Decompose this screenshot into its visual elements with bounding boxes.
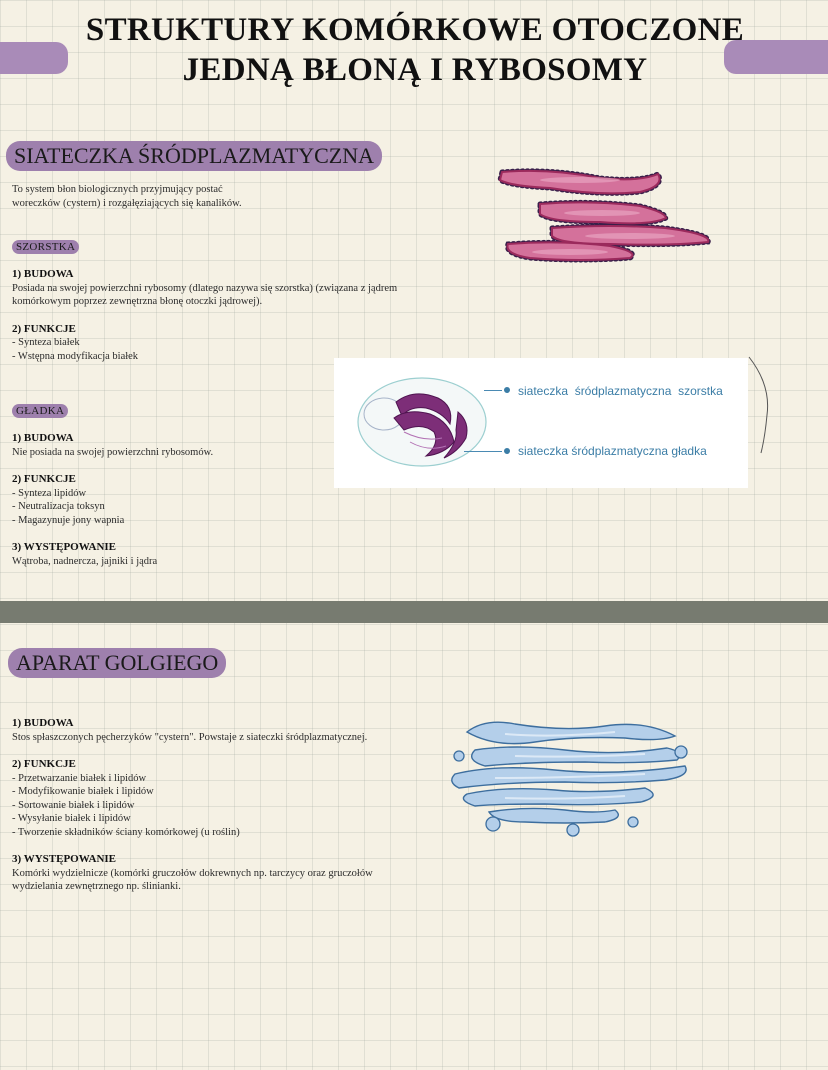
- smooth-wyst-heading: 3) WYSTĘPOWANIE: [12, 541, 117, 553]
- smooth-wyst-text: Wątroba, nadnercza, jajniki i jądra: [12, 555, 158, 567]
- smooth-funkcje-heading: 2) FUNKCJE: [12, 473, 76, 485]
- smooth-er-tag: GŁADKA: [12, 404, 68, 418]
- rough-er-tag: SZORSTKA: [12, 240, 79, 254]
- rough-er-label: siateczka śródplazmatyczna szorstka: [518, 384, 723, 398]
- rough-budowa-line-1: Posiada na swojej powierzchni rybosomy (dlatego nazywa się szorstka) (związana z jądrem: [12, 282, 398, 294]
- er-intro-line-1: To system błon biologicznych przyjmujący postać: [12, 184, 223, 195]
- list-item: - Neutralizacja toksyn: [12, 501, 105, 512]
- leader-line-smooth: [464, 451, 502, 452]
- rough-budowa-line-2: komórkowym poprzez zewnętrzna błonę otoczki jądrowej).: [12, 296, 263, 307]
- rough-funkcje-heading: 2) FUNKCJE: [12, 322, 76, 335]
- golgi-budowa-text: Stos spłaszczonych pęcherzyków "cystern". Powstaje z siateczki śródplazmatycznej.: [12, 731, 368, 743]
- golgi-section: [12, 717, 452, 894]
- golgi-budowa-heading: 1) BUDOWA: [12, 717, 74, 729]
- label-dot-smooth: [504, 448, 510, 454]
- title-line-1: STRUKTURY KOMÓRKOWE OTOCZONE: [85, 12, 745, 48]
- er-heading: SIATECZKA ŚRÓDPLAZMATYCZNA: [6, 141, 382, 171]
- list-item: - Sortowanie białek i lipidów: [12, 799, 135, 811]
- list-item: - Synteza lipidów: [12, 487, 87, 499]
- golgi-wyst-line-2: wydzielania zewnętrznego np. ślinianki.: [12, 881, 181, 892]
- list-item: - Modyfikowanie białek i lipidów: [12, 786, 154, 797]
- list-item: - Synteza białek: [12, 337, 80, 348]
- decor-curve: [745, 355, 775, 455]
- list-item: - Przetwarzanie białek i lipidów: [12, 772, 147, 784]
- leader-line-rough: [484, 390, 502, 391]
- smooth-er-section: [12, 432, 332, 568]
- smooth-budowa-text: Nie posiada na swojej powierzchni rybosomów.: [12, 446, 214, 458]
- cell-illustration: [354, 372, 494, 472]
- er-intro-line-2: woreczków (cystern) i rozgałęziających się kanalików.: [12, 197, 242, 209]
- list-item: - Magazynuje jony wapnia: [12, 514, 125, 526]
- er-intro: [12, 183, 242, 210]
- section-divider: [0, 601, 828, 623]
- smooth-budowa-heading: 1) BUDOWA: [12, 432, 74, 444]
- golgi-wyst-heading: 3) WYSTĘPOWANIE: [12, 853, 117, 865]
- title-line-2: JEDNĄ BŁONĄ I RYBOSOMY: [182, 52, 648, 88]
- golgi-funkcje-heading: 2) FUNKCJE: [12, 758, 76, 770]
- er-illustration: [490, 162, 720, 272]
- rough-budowa-heading: 1) BUDOWA: [12, 268, 74, 280]
- er-diagram-card: [334, 358, 748, 488]
- smooth-funkcje-list: [12, 487, 332, 528]
- list-item: - Tworzenie składników ściany komórkowej (u roślin): [12, 826, 240, 838]
- golgi-heading: APARAT GOLGIEGO: [8, 648, 226, 678]
- list-item: - Wstępna modyfikacja białek: [12, 350, 139, 362]
- rough-er-section: [12, 268, 452, 363]
- smooth-er-label: siateczka śródplazmatyczna gładka: [518, 444, 707, 458]
- page-title: [20, 10, 810, 90]
- golgi-wyst-line-1: Komórki wydzielnicze (komórki gruczołów dokrewnych np. tarczycy oraz gruczołów: [12, 867, 373, 879]
- label-dot-rough: [504, 387, 510, 393]
- golgi-illustration: [445, 712, 695, 837]
- list-item: - Wysyłanie białek i lipidów: [12, 813, 131, 824]
- golgi-funkcje-list: [12, 772, 452, 840]
